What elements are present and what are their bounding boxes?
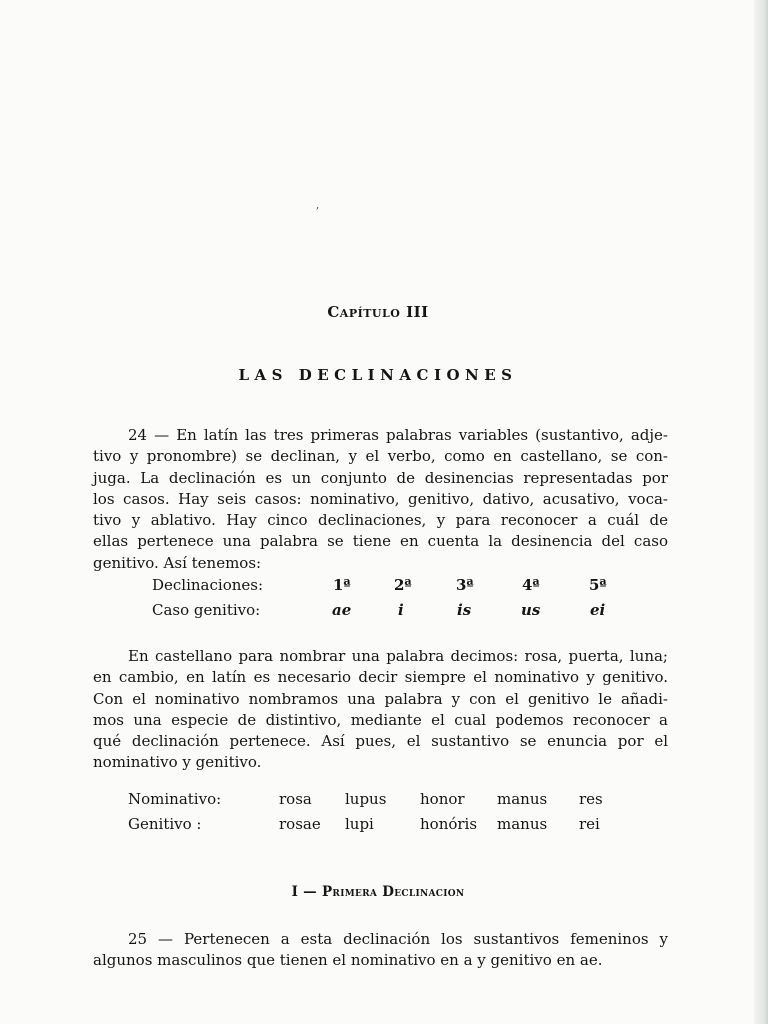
paragraph-25: [93, 929, 668, 972]
noun-form: honóris: [420, 815, 478, 833]
chapter-title: LAS DECLINACIONES: [238, 366, 518, 384]
row-label: Nominativo:: [128, 790, 222, 808]
declension-row: [152, 576, 632, 601]
paragraph-24: [93, 425, 668, 574]
genitive-row: [128, 815, 628, 840]
text-line: 24 — En latín las tres primeras palabras variables (sustantivo, adje-: [128, 426, 668, 444]
noun-form: lupus: [345, 790, 387, 808]
noun-form: manus: [497, 815, 548, 833]
genitive-ending: ei: [590, 601, 606, 619]
genitive-row: [152, 601, 632, 626]
noun-form: lupi: [345, 815, 374, 833]
declension-number: 2ª: [394, 576, 412, 594]
row-label: Declinaciones:: [152, 576, 264, 594]
noun-form: manus: [497, 790, 548, 808]
text-line: los casos. Hay seis casos: nominativo, genitivo, dativo, acusativo, voca-: [93, 489, 668, 508]
declension-number: 4ª: [522, 576, 540, 594]
section-heading: I — Primera Declinacion: [291, 884, 465, 900]
ink-speck: ,: [316, 200, 320, 211]
noun-form: rosa: [279, 790, 312, 808]
noun-form: rei: [579, 815, 600, 833]
declension-table: [152, 576, 632, 626]
genitive-ending: ae: [332, 601, 352, 619]
declension-number: 5ª: [589, 576, 607, 594]
chapter-heading: Capítulo III: [327, 303, 429, 321]
text-line: qué declinación pertenece. Así pues, el sustantivo se enuncia por el: [93, 732, 668, 751]
text-line: nominativo y genitivo.: [93, 753, 262, 772]
text-line: Con el nominativo nombramos una palabra y con el genitivo le añadi-: [93, 689, 668, 708]
text-line: En castellano para nombrar una palabra decimos: rosa, puerta, luna;: [128, 647, 668, 665]
genitive-ending: us: [521, 601, 541, 619]
nominative-row: [128, 790, 628, 815]
noun-table: [128, 790, 628, 840]
text-line: mos una especie de distintivo, mediante el cual podemos reconocer a: [93, 710, 668, 729]
declension-number: 3ª: [456, 576, 474, 594]
text-line: en cambio, en latín es necesario decir siempre el nominativo y genitivo.: [93, 668, 668, 687]
paragraph-castellano: [93, 646, 668, 774]
row-label: Caso genitivo:: [152, 601, 261, 619]
text-line: ellas pertenece una palabra se tiene en cuenta la desinencia del caso: [93, 532, 668, 551]
noun-form: res: [579, 790, 603, 808]
page-edge: [754, 0, 768, 1024]
noun-form: rosae: [279, 815, 321, 833]
row-label: Genitivo :: [128, 815, 202, 833]
text-line: algunos masculinos que tienen el nominativo en a y genitivo en ae.: [93, 951, 603, 970]
noun-form: honor: [420, 790, 465, 808]
text-line: genitivo. Así tenemos:: [93, 553, 262, 572]
genitive-ending: i: [398, 601, 404, 619]
genitive-ending: is: [457, 601, 472, 619]
text-line: juga. La declinación es un conjunto de desinencias representadas por: [93, 468, 668, 487]
text-line: 25 — Pertenecen a esta declinación los sustantivos femeninos y: [128, 930, 668, 948]
declension-number: 1ª: [333, 576, 351, 594]
text-line: tivo y ablativo. Hay cinco declinaciones, y para reconocer a cuál de: [93, 511, 668, 530]
text-line: tivo y pronombre) se declinan, y el verbo, como en castellano, se con-: [93, 447, 668, 466]
